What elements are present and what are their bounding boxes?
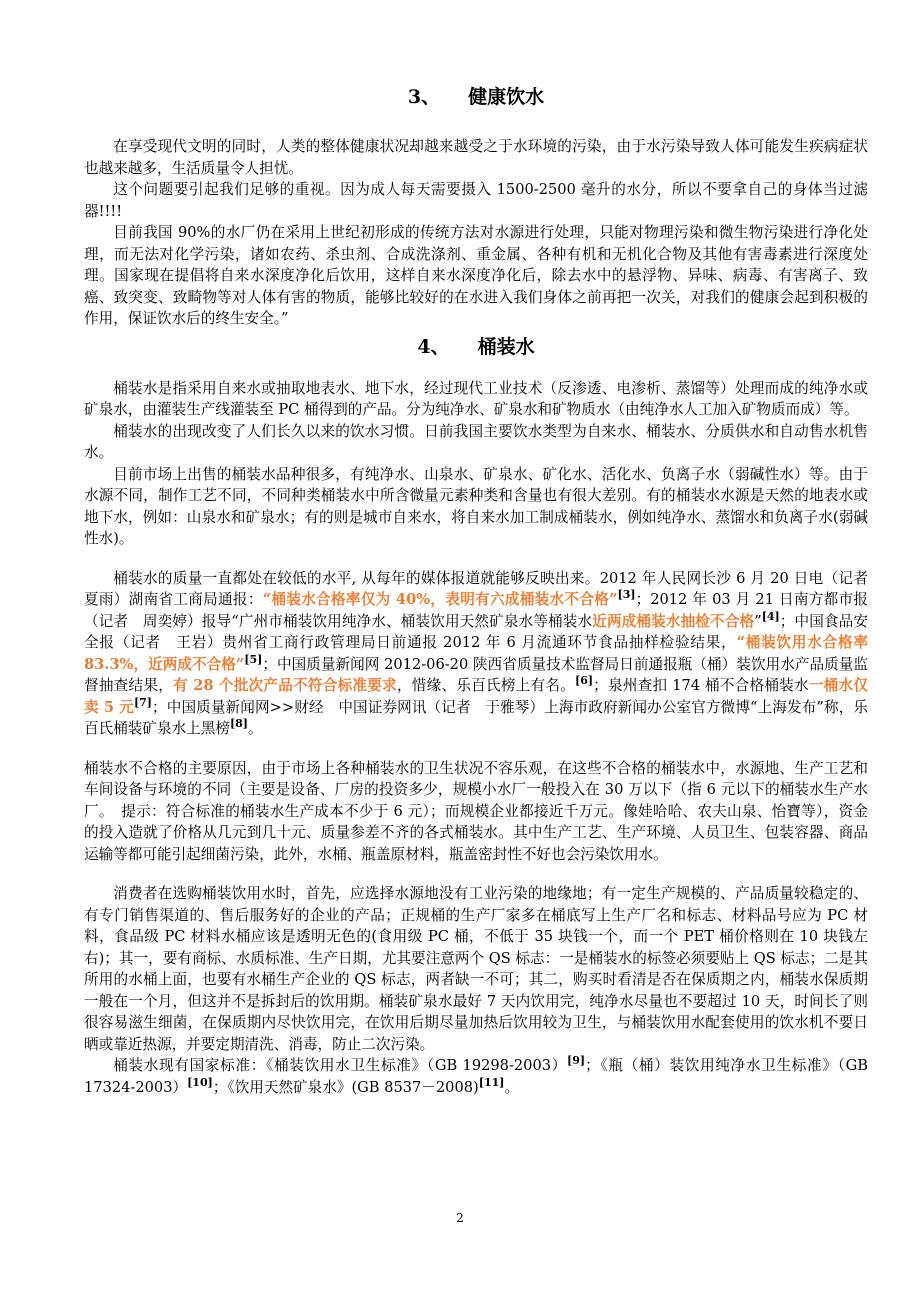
citation-ref: [6] xyxy=(575,674,594,688)
news-paragraph xyxy=(84,568,883,740)
section-title: 桶装水 xyxy=(477,335,535,358)
page-number: 2 xyxy=(456,1211,464,1225)
text-run: ；《饮用天然矿泉水》(GB 8537－2008) xyxy=(212,1078,479,1096)
paragraph: 这个问题要引起我们足够的重视。因为成人每天需要摄入 1500-2500 毫升的水分，所以不要拿自己的身体当过滤器!!!! xyxy=(84,181,868,220)
citation-ref: [10] xyxy=(187,1075,213,1089)
section-heading-3 xyxy=(84,84,868,110)
highlight-text: “桶装水合格率仅为 40%，表明有六成桶装水不合格” xyxy=(262,591,618,608)
section-heading-4 xyxy=(84,334,868,360)
text-run: ，惜缘、乐百氏榜上有名。 xyxy=(396,677,576,694)
section-number: 4、 xyxy=(417,335,450,358)
text-run: ” xyxy=(754,612,762,630)
citation-ref: [9] xyxy=(567,1054,586,1068)
citation-ref: [5] xyxy=(244,652,263,666)
text-run: 。 xyxy=(248,720,263,737)
text-run: ；中国质量新闻网>>财经 中国证券网讯（记者 于雅琴）上海市政府新闻办公室官方微博“上海发布”称，乐百氏桶装矿泉水上黑榜 xyxy=(84,698,868,737)
highlight-text: 近两成桶装水抽检不合格 xyxy=(592,612,755,630)
paragraph: 桶装水的出现改变了人们长久以来的饮水习惯。日前我国主要饮水类型为自来水、桶装水、分质供水和自动售水机售水。 xyxy=(84,422,868,461)
section-title: 健康饮水 xyxy=(468,86,545,108)
citation-ref: [8] xyxy=(229,717,249,731)
citation-ref: [7] xyxy=(133,695,153,709)
paragraph: 桶装水不合格的主要原因，由于市场上各种桶装水的卫生状况不容乐观，在这些不合格的桶装水中，水源地、生产工艺和车间设备与环境的不同（主要是设备、厂房的投资多少，规模小水厂一般投入在 30 万以下（指 6 元以下的桶装水生产水厂。 提示：符合标准的桶装水生产成本不少于 6 元）；而规模企业都接近千万元。像娃哈哈、农夫山泉、怡寶等），资金的投入造就了价格从几元到几十元、质量参差不齐的各式桶装水。其中生产工艺、生产环境、人员卫生、包装容器、商品运输等都可能引起细菌污染，此外，水桶、瓶盖原材料，瓶盖密封性不好也会污染饮用水。 xyxy=(84,759,868,863)
text-run: ；中国食品安全报（记者 王岩）贵州省工商行政管理局日前通报 2012 年 6 月流通环节食品抽样检验结果， xyxy=(84,612,868,651)
highlight-text: 一桶水仅卖 5 元 xyxy=(84,677,868,716)
text-run: ；泉州查扣 174 桶不合格桶装水 xyxy=(593,677,809,694)
standards-paragraph xyxy=(84,1055,868,1098)
text-run: 桶装水的质量一直都处在较低的水平, 从每年的媒体报道就能够反映出来。2012 年人民网长沙 6 月 20 日电（记者 夏雨）湖南省工商局通报： xyxy=(84,569,883,608)
text-run: ；2012 年 03 月 21 日南方都市报（记者 周奕婷）报导“广州市桶装饮用纯净水、桶装饮用天然矿泉水等桶装水 xyxy=(84,591,868,630)
paragraph: 消费者在选购桶装饮用水时，首先，应选择水源地没有工业污染的地缘地；有一定生产规模的、产品质量较稳定的、有专门销售渠道的、售后服务好的企业的产品；正规桶的生产厂家多在桶底写上生产厂名和标志、材料品号应为 PC 材料，食品级 PC 材料水桶应该是透明无色的(食用级 PC 桶，不低于 35 块钱一个，而一个 PET 桶价格则在 10 块钱左右)；其一，要有商标、水质标准、生产日期，尤其要注意两个 QS 标志：一是桶装水的标签必须要贴上 QS 标志；二是其所用的水桶上面，也要有水桶生产企业的 QS 标志，两者缺一不可；其二，购买时看清是否在保质期之内，桶装水保质期一般在一个月，但这并不是拆封后的饮用期。桶装矿泉水最好 7 天内饮用完，纯净水尽量也不要超过 10 天，时间长了则很容易滋生细菌，在保质期内尽快饮用完，在饮用后期尽量加热后饮用较为卫生，与桶装饮用水配套使用的饮水机不要日晒或靠近热源，并要定期清洗、消毒，防止二次污染。 xyxy=(84,885,868,1053)
section-number: 3、 xyxy=(407,86,441,108)
paragraph: 在享受现代文明的同时，人类的整体健康状况却越来越受之于水环境的污染，由于水污染导致人体可能发生疾病症状也越来越多，生活质量令人担忧。 xyxy=(84,138,868,177)
paragraph: 目前市场上出售的桶装水品种很多，有纯净水、山泉水、矿泉水、矿化水、活化水、负离子水（弱碱性水）等。由于水源不同，制作工艺不同，不同种类桶装水中所含微量元素种类和含量也有很大差别。有的桶装水水源是天然的地表水或地下水，例如：山泉水和矿泉水；有的则是城市自来水，将自来水加工制成桶装水，例如纯净水、蒸馏水和负离子水(弱碱性水)。 xyxy=(84,465,868,547)
citation-ref: [11] xyxy=(478,1075,505,1089)
highlight-text: 有 28 个批次产品不符合标准要求 xyxy=(173,677,397,694)
text-run: 桶装水现有国家标准：《桶装饮用水卫生标准》（GB 19298-2003） xyxy=(113,1057,568,1074)
text-run: 。 xyxy=(504,1078,520,1096)
citation-ref: [3] xyxy=(617,588,636,602)
text-run: ；中国质量新闻网 2012-06-20 陕西省质量技术监督局日前通报瓶（桶）装饮用水产品质量监督抽查结果， xyxy=(84,655,868,694)
highlight-text: “桶装饮用水合格率 83.3%，近两成不合格” xyxy=(84,634,868,673)
paragraph: 桶装水是指采用自来水或抽取地表水、地下水，经过现代工业技术（反渗透、电渗析、蒸馏等）处理而成的纯净水或矿泉水，由灌装生产线灌装至 PC 桶得到的产品。分为纯净水、矿泉水和矿物质水（由纯净水人工加入矿物质而成）等。 xyxy=(84,379,868,418)
paragraph: 目前我国 90%的水厂仍在采用上世纪初形成的传统方法对水源进行处理，只能对物理污染和微生物污染进行净化处理，而无法对化学污染，诸如农药、杀虫剂、合成洗涤剂、重金属、各种有机和无机化合物及其他有害毒素进行深度处理。国家现在提倡将自来水深度净化后饮用，这样自来水深度净化后，除去水中的悬浮物、异味、病毒、有害离子、致癌、致突变、致畸物等对人体有害的物质，能够比较好的在水进入我们身体之前再把一次关，对我们的健康会起到积极的作用，保证饮水后的终生安全。” xyxy=(84,224,868,327)
citation-ref: [4] xyxy=(761,609,780,623)
text-run: ；《瓶（桶）装饮用纯净水卫生标准》（GB 17324-2003） xyxy=(84,1057,868,1096)
